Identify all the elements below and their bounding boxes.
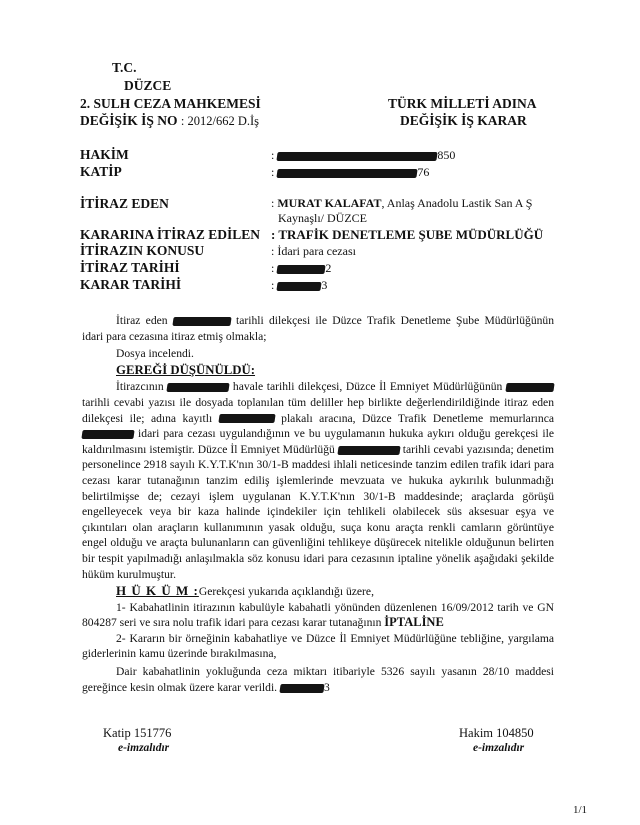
decision-date-tail: 3 [321, 278, 328, 292]
redaction-block [277, 265, 326, 274]
objection-date-tail: 2 [325, 261, 332, 275]
objection-date-value [271, 261, 331, 276]
final-paragraph [82, 664, 554, 695]
against-value [271, 227, 543, 243]
colon: : [271, 278, 275, 292]
redaction-block [172, 317, 231, 326]
colon: : [271, 196, 275, 210]
subject-label: İTİRAZIN KONUSU [80, 243, 205, 258]
p3-a: İtirazcının [116, 380, 164, 394]
p3-b: havale tarihli dilekçesi, Düzce İl Emniyet Müdürlüğünün [232, 380, 503, 394]
p3-d: plakalı aracına, Düzce Trafik Denetleme memurlarınca [281, 411, 554, 425]
hukum-text: Gerekçesi yukarıda açıklandığı üzere, [198, 585, 374, 599]
hukum-line [82, 583, 554, 600]
judge-tail: 850 [437, 148, 456, 162]
redaction-block [277, 169, 418, 178]
colon: : [271, 244, 275, 258]
header-court: 2. SULH CEZA MAHKEMESİ [80, 96, 261, 111]
paragraph-2: Dosya incelendi. [116, 347, 194, 361]
objector-name: MURAT KALAFAT [277, 196, 382, 210]
p1-start: İtiraz eden [116, 314, 168, 327]
judge-label: HAKİM [80, 147, 129, 162]
file-number [80, 113, 259, 129]
objection-date-label: İTİRAZ TARİHİ [80, 260, 180, 275]
clerk-label: KATİP [80, 164, 122, 179]
redaction-block [218, 414, 275, 423]
against-label: KARARINA İTİRAZ EDİLEN [80, 227, 261, 242]
header-decision-type: DEĞİŞİK İŞ KARAR [400, 113, 527, 128]
redaction-block [167, 383, 230, 392]
file-number-value: : 2012/662 D.İş [180, 114, 260, 128]
p3-e: idari para cezası uygulandığının ve bu uygulamanın hukuka aykırı olduğu gerekçesi ile kaldırılmasını istemiştir. Düzce İl Emniyet Müdürlüğü [82, 427, 554, 456]
objector-value [271, 196, 532, 211]
judge-sep: : [271, 148, 275, 162]
against-name: TRAFİK DENETLEME ŞUBE MÜDÜRLÜĞÜ [278, 227, 544, 242]
hukum-label: H Ü K Ü M : [116, 583, 199, 599]
clerk-sep: : [271, 165, 275, 179]
decision-date-label: KARAR TARİHİ [80, 277, 182, 292]
redaction-block [277, 282, 322, 291]
redaction-block [337, 446, 400, 455]
redaction-block [277, 152, 438, 161]
body-text [82, 313, 554, 695]
gereği-heading [82, 363, 554, 379]
objector-label: İTİRAZ EDEN [80, 196, 169, 211]
item1-verdict: İPTALİNE [384, 615, 444, 630]
colon: : [271, 261, 275, 275]
hukum-item-2: 2- Kararın bir örneğinin kabahatliye ve Düzce İl Emniyet Müdürlüğüne tebliğine, yargılama giderlerinin kamu üzerinde bırakılmasına, [82, 631, 554, 661]
clerk-tail: 76 [417, 165, 430, 179]
file-number-label: DEĞİŞİK İŞ NO [80, 113, 178, 128]
paragraph-3 [82, 379, 554, 582]
redaction-block [279, 684, 324, 693]
item1-text: 1- Kabahatlinin itirazının kabulüyle kabahatli yönünden düzenlenen 16/09/2012 tarih ve GN 804287 seri ve sıra nolu trafik idari para cezası karar tutanağının [82, 600, 554, 630]
page-number: 1/1 [573, 804, 588, 816]
gereği-label: GEREĞİ DÜŞÜNÜLDÜ: [116, 362, 256, 377]
subject-text: İdari para cezası [277, 244, 356, 258]
redaction-block [505, 383, 554, 392]
p1-end: tarihli dilekçesi ile Düzce Trafik Denetleme Şube Müdürlüğünün idari para cezasına itiraz etmiş olmakla; [82, 314, 555, 343]
colon: : [271, 227, 276, 242]
clerk-value [271, 165, 429, 180]
objector-line1: , Anlaş Anadolu Lastik San A Ş [381, 196, 533, 210]
objector-line2: Kaynaşlı/ DÜZCE [278, 211, 367, 225]
hukum-item-1 [82, 600, 554, 631]
clerk-signature: Katip 151776 [103, 726, 172, 740]
header-city: DÜZCE [124, 78, 172, 93]
judge-signature: Hakim 104850 [459, 726, 534, 740]
header-nation: TÜRK MİLLETİ ADINA [388, 96, 537, 111]
judge-esign: e-imzalıdır [473, 742, 525, 754]
subject-value [271, 244, 356, 259]
judge-value [271, 148, 455, 163]
clerk-esign: e-imzalıdır [118, 742, 170, 754]
redaction-block [81, 430, 134, 439]
p3-f: tarihli cevabi yazısında; denetim personelince 2918 sayılı K.Y.T.K'nın 30/1-B maddesi ihlali neticesinde tanzim edilen trafik idari para cezası karar tutanağının tanzim ediliş işlemlerinde mevzuata ve hukuka aykırılık bulunmadığı belirtilmişse de; cezayi işlem uygulanan K.Y.T.K'nın 30/1-B maddesinde; araçlarda görüşü engelleyecek veya bir kaza halinde içindekiler için tehlikeli olabilecek süs aksesuar eşya ve çıkıntıları olan araçların kullanımının yasak olduğu, suça konu araçta renkli camların görüntüye engel olduğu ve araçta bulunanların can güvenliğini tehlikeye düşürecek nitelikle olduğunun belirten bir tespit yapılmadığı anlaşılmakla söz konusu idari para cezasının iptaline yönelik aşağıdaki şekilde hüküm kurulmuştur. [82, 442, 555, 581]
paragraph-1 [82, 313, 554, 344]
header-tc: T.C. [112, 60, 137, 75]
final-text: Dair kabahatlinin yokluğunda ceza miktarı itibariyle 5326 sayılı yasanın 28/10 maddesi gereğince kesin olmak üzere karar verildi. [82, 665, 554, 694]
p3-c: tarihli cevabi yazısı ile dosyada toplanılan tüm deliller hep birlikte değerlendirildiğinde itiraz eden dilekçesi ile; adına kayıtlı [82, 395, 554, 425]
final-tail: 3 [323, 680, 330, 694]
decision-date-value [271, 278, 327, 293]
